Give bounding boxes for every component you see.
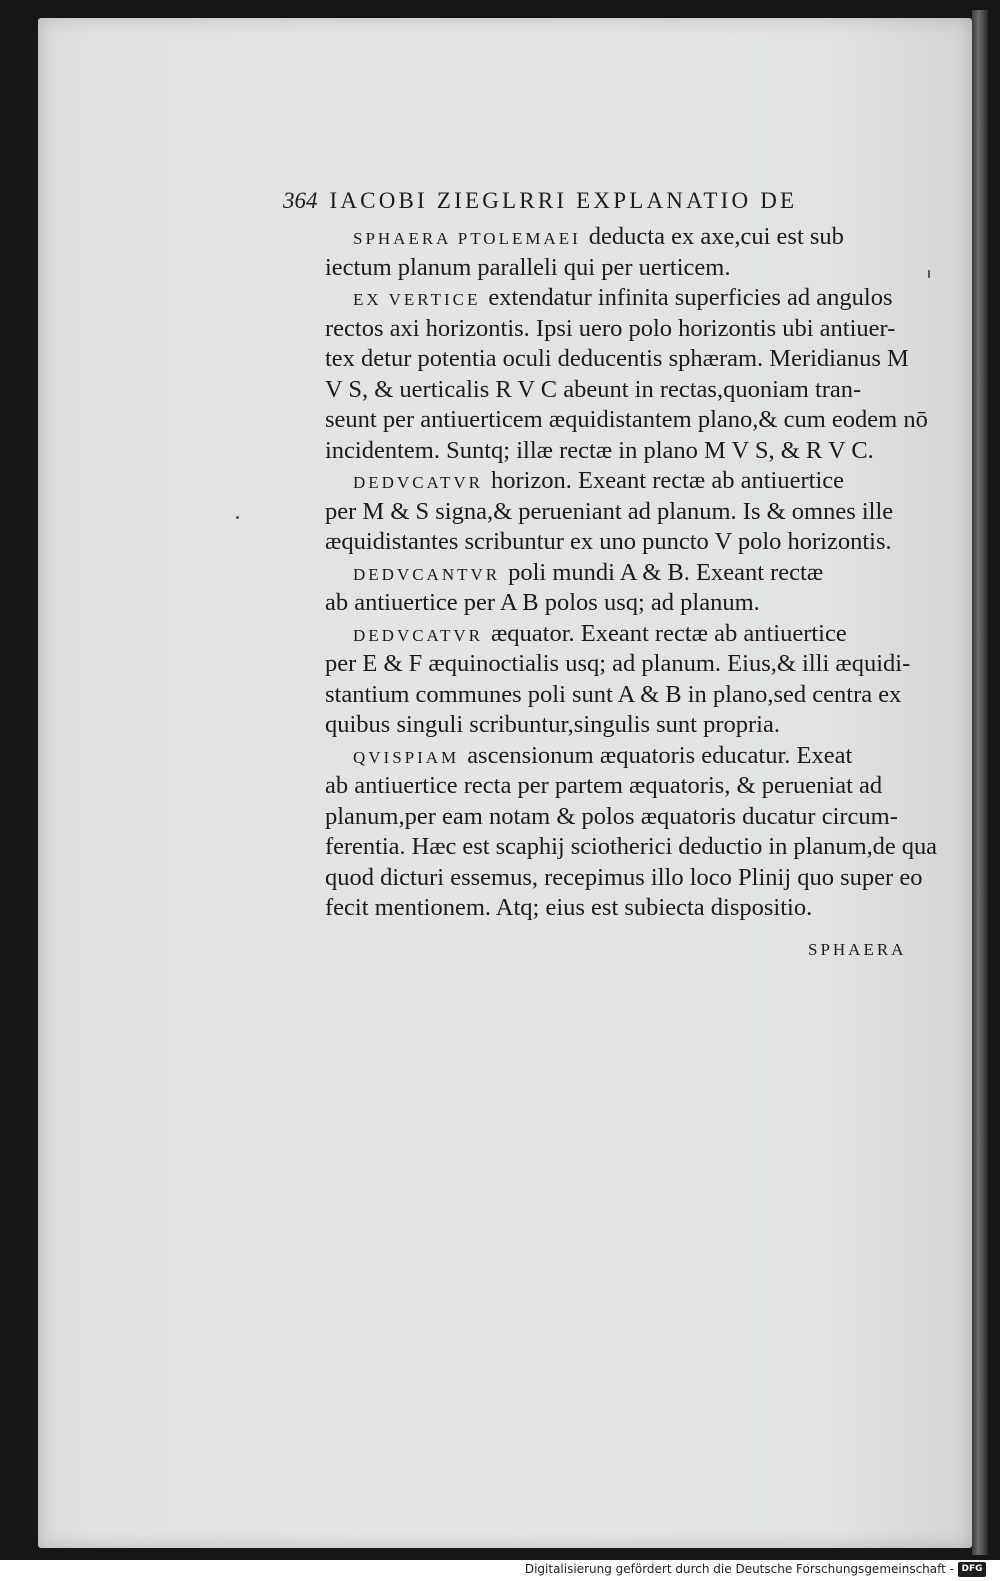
text-line	[325, 741, 937, 772]
line-text: ferentia. Hæc est scaphij sciotherici deductio in planum,de qua	[325, 833, 938, 860]
text-line	[325, 283, 937, 314]
digitization-credit: Digitalisierung gefördert durch die Deutsche Forschungsgemeinschaft -	[524, 1562, 954, 1576]
text-line	[325, 832, 937, 863]
text-line	[325, 710, 937, 741]
line-text: ascensionum æquatoris educatur. Exeat	[467, 741, 853, 769]
page-edge	[972, 10, 988, 1555]
line-text: ab antiuertice recta per partem æquatoris, & perueniat ad	[325, 772, 883, 799]
text-line	[325, 558, 937, 589]
text-line	[325, 619, 937, 650]
line-text: æquator. Exeant rectæ ab antiuertice	[490, 619, 847, 647]
running-head-title: IACOBI ZIEGLRRI EXPLANATIO DE	[329, 188, 798, 213]
text-line	[325, 649, 937, 680]
small-caps-lead: EX VERTICE	[353, 290, 481, 309]
text-line	[325, 863, 937, 894]
folio-number: 364	[283, 188, 318, 213]
line-text: æquidistantes scribuntur ex uno puncto V polo horizontis.	[325, 528, 892, 555]
text-line	[325, 253, 937, 284]
small-caps-lead: DEDVCANTVR	[353, 564, 501, 584]
line-text: per M & S signa,& perueniant ad planum. Is & omnes ille	[325, 497, 894, 525]
line-text: horizon. Exeant rectæ ab antiuertice	[490, 467, 845, 494]
line-text: fecit mentionem. Atq; eius est subiecta dispositio.	[325, 894, 813, 921]
line-text: ab antiuertice per A B polos usq; ad planum.	[325, 589, 760, 616]
text-line	[325, 527, 937, 558]
text-line	[325, 802, 937, 833]
line-text: tex detur potentia oculi deducentis sphæram. Meridianus M	[325, 345, 909, 372]
text-line	[325, 466, 937, 497]
line-text: extendatur infinita superficies ad angulos	[488, 284, 893, 311]
text-line	[325, 436, 937, 467]
line-text: per E & F æquinoctialis usq; ad planum. Eius,& illi æquidi-	[325, 650, 911, 677]
line-text: rectos axi horizontis. Ipsi uero polo horizontis ubi antiuer-	[325, 314, 896, 342]
line-text: stantium communes poli sunt A & B in plano,sed centra ex	[325, 680, 902, 708]
text-line	[325, 314, 937, 345]
ink-spot	[236, 516, 239, 519]
text-line	[325, 344, 937, 375]
line-text: incidentem. Suntq; illæ rectæ in plano M V S, & R V C.	[325, 436, 874, 464]
line-text: deducta ex axe,cui est sub	[588, 223, 844, 250]
small-caps-lead: DEDVCATVR	[353, 625, 483, 645]
text-line	[325, 222, 937, 253]
text-line	[325, 405, 937, 436]
line-text: quod dicturi essemus, recepimus illo loco Plinij quo super eo	[325, 863, 923, 891]
text-line	[325, 680, 937, 711]
small-caps-lead: DEDVCATVR	[353, 473, 483, 492]
small-caps-lead: SPHAERA PTOLEMAEI	[353, 229, 581, 248]
text-line	[325, 588, 937, 619]
text-line	[325, 375, 937, 406]
catchword: SPHAERA	[808, 940, 907, 959]
line-text: quibus singuli scribuntur,singulis sunt propria.	[325, 711, 780, 738]
text-block	[325, 222, 937, 924]
line-text: poli mundi A & B. Exeant rectæ	[508, 558, 824, 586]
text-line	[325, 771, 937, 802]
line-text: iectum planum paralleli qui per uerticem.	[325, 253, 731, 281]
line-text: planum,per eam notam & polos æquatoris ducatur circum-	[325, 802, 898, 830]
text-line	[325, 893, 937, 924]
dfg-logo-icon: DFG	[958, 1562, 986, 1577]
small-caps-lead: QVISPIAM	[353, 747, 460, 767]
running-head	[283, 188, 943, 214]
line-text: seunt per antiuerticem æquidistantem plano,& cum eodem nō	[325, 406, 928, 433]
line-text: V S, & uerticalis R V C abeunt in rectas,quoniam tran-	[325, 375, 862, 403]
text-line	[325, 497, 937, 528]
